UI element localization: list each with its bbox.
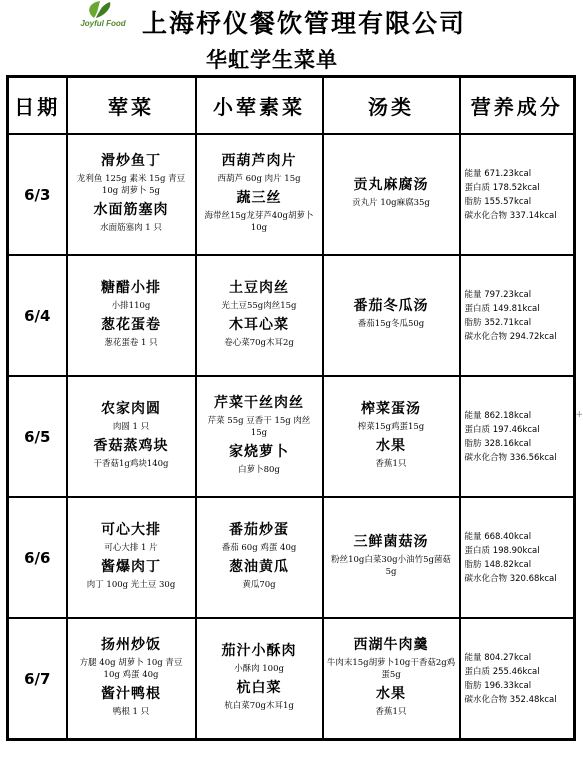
nutrition-fat: 脂肪 196.33kcal [464, 680, 532, 691]
meat-cell [67, 497, 196, 618]
dish-ingredients: 海带丝15g龙芽芦40g胡萝卜10g [204, 210, 314, 233]
soup-cell [323, 134, 460, 255]
header-veg: 小荤素菜 [196, 77, 323, 135]
date-cell: 6/4 [8, 255, 67, 376]
leaf-logo-icon [82, 0, 124, 20]
dish-name: 水面筋塞肉 [93, 201, 169, 218]
dish-ingredients: 干香菇1g鸡块140g [93, 458, 169, 469]
dish-ingredients: 光土豆55g肉丝15g [221, 300, 297, 311]
dish-ingredients: 方腿 40g 胡萝卜 10g 青豆 10g 鸡蛋 40g [79, 657, 183, 680]
table-row [8, 618, 575, 740]
plus-icon: + [575, 410, 583, 420]
nutrition-cell [460, 497, 575, 618]
nutrition-fat: 脂肪 352.71kcal [464, 317, 532, 328]
dish-ingredients: 葱花蛋卷 1 只 [104, 337, 158, 348]
meat-cell [67, 618, 196, 740]
dish-name: 芹菜干丝肉丝 [214, 394, 304, 411]
dish-name: 番茄冬瓜汤 [353, 298, 429, 314]
dish-name: 茄汁小酥肉 [221, 642, 297, 659]
dish-ingredients: 榨菜15g鸡蛋15g [357, 421, 425, 432]
date-cell: 6/7 [8, 618, 67, 740]
nutrition-carbs: 碳水化合物 352.48kcal [464, 694, 557, 705]
meat-cell [67, 255, 196, 376]
dish-name: 蔬三丝 [236, 189, 282, 206]
dish-name: 榨菜蛋汤 [361, 400, 421, 417]
dish-ingredients: 香蕉1只 [375, 706, 407, 717]
nutrition-energy: 能量 862.18kcal [464, 410, 532, 421]
dish-name: 贡丸麻腐汤 [353, 177, 429, 193]
dish-ingredients: 牛肉末15g胡萝卜10g干香菇2g鸡蛋5g [326, 657, 456, 680]
dish-name: 农家肉圆 [101, 400, 161, 417]
dish-name: 酱爆肉丁 [101, 558, 161, 575]
logo-text: Joyful Food [80, 19, 126, 28]
nutrition-energy: 能量 797.23kcal [464, 289, 532, 300]
nutrition-cell [460, 618, 575, 740]
dish-name: 可心大排 [101, 521, 161, 538]
dish-ingredients: 白萝卜80g [238, 464, 280, 475]
header-meat: 荤菜 [67, 77, 196, 135]
nutrition-protein: 蛋白质 255.46kcal [464, 666, 540, 677]
dish-ingredients: 杭白菜70g木耳1g [224, 700, 294, 711]
veg-cell [196, 255, 323, 376]
nutrition-energy: 能量 671.23kcal [464, 168, 532, 179]
dish-ingredients: 西葫芦 60g 肉片 15g [217, 173, 301, 184]
nutrition-carbs: 碳水化合物 294.72kcal [464, 331, 557, 342]
nutrition-fat: 脂肪 155.57kcal [464, 196, 532, 207]
date-cell: 6/6 [8, 497, 67, 618]
soup-cell [323, 497, 460, 618]
nutrition-protein: 蛋白质 178.52kcal [464, 182, 540, 193]
dish-ingredients: 肉圆 1 只 [112, 421, 150, 432]
dish-name: 土豆肉丝 [229, 279, 289, 296]
dish-ingredients: 香蕉1只 [375, 458, 407, 469]
dish-name: 杭白菜 [236, 679, 282, 696]
dish-ingredients: 可心大排 1 片 [104, 542, 158, 553]
soup-cell [323, 618, 460, 740]
dish-name: 滑炒鱼丁 [101, 152, 161, 169]
nutrition-carbs: 碳水化合物 320.68kcal [464, 573, 557, 584]
table-row [8, 255, 575, 376]
header-date: 日期 [8, 77, 67, 135]
nutrition-protein: 蛋白质 198.90kcal [464, 545, 540, 556]
dish-ingredients: 小排110g [111, 300, 151, 311]
dish-name: 香菇蒸鸡块 [93, 437, 169, 454]
dish-name: 酱汁鸭根 [101, 685, 161, 702]
nutrition-energy: 能量 668.40kcal [464, 531, 532, 542]
date-cell: 6/3 [8, 134, 67, 255]
header-nutrition: 营养成分 [460, 77, 575, 135]
dish-ingredients: 水面筋塞肉 1 只 [100, 222, 162, 233]
nutrition-carbs: 碳水化合物 336.56kcal [464, 452, 557, 463]
dish-name: 西湖牛肉羹 [353, 636, 429, 653]
dish-name: 番茄炒蛋 [229, 521, 289, 538]
nutrition-protein: 蛋白质 197.46kcal [464, 424, 540, 435]
dish-ingredients: 肉丁 100g 光土豆 30g [86, 579, 176, 590]
veg-cell [196, 618, 323, 740]
meat-cell [67, 376, 196, 497]
header-row [8, 77, 575, 135]
veg-cell [196, 497, 323, 618]
menu-table [6, 75, 576, 741]
nutrition-fat: 脂肪 328.16kcal [464, 438, 532, 449]
dish-ingredients: 贡丸片 10g麻腐35g [352, 198, 430, 208]
meat-cell [67, 134, 196, 255]
dish-name: 扬州炒饭 [101, 636, 161, 653]
company-name: 上海杼仪餐饮管理有限公司 [142, 9, 467, 38]
dish-name: 水果 [376, 437, 406, 454]
dish-name: 三鲜菌菇汤 [353, 534, 429, 550]
nutrition-cell [460, 376, 575, 497]
dish-ingredients: 番茄 60g 鸡蛋 40g [221, 542, 297, 553]
veg-cell [196, 134, 323, 255]
date-cell: 6/5 [8, 376, 67, 497]
soup-cell [323, 376, 460, 497]
dish-ingredients: 小酥肉 100g [234, 663, 284, 674]
dish-name: 西葫芦肉片 [221, 152, 297, 169]
nutrition-energy: 能量 804.27kcal [464, 652, 532, 663]
dish-ingredients: 鸭根 1 只 [112, 706, 150, 717]
company-logo [72, 0, 134, 34]
dish-ingredients: 番茄15g冬瓜50g [357, 319, 425, 329]
dish-ingredients: 卷心菜70g木耳2g [224, 337, 294, 348]
table-row [8, 376, 575, 497]
soup-cell [323, 255, 460, 376]
table-row [8, 134, 575, 255]
dish-name: 木耳心菜 [229, 316, 289, 333]
dish-ingredients: 粉丝10g白菜30g小油竹5g菌菇5g [331, 555, 451, 577]
nutrition-protein: 蛋白质 149.81kcal [464, 303, 540, 314]
dish-name: 家烧萝卜 [229, 443, 289, 460]
menu-title: 华虹学生菜单 [206, 47, 338, 72]
dish-ingredients: 黄瓜70g [242, 579, 276, 590]
dish-name: 水果 [376, 685, 406, 702]
nutrition-cell [460, 255, 575, 376]
dish-name: 糖醋小排 [101, 279, 161, 296]
nutrition-carbs: 碳水化合物 337.14kcal [464, 210, 557, 221]
header-soup: 汤类 [323, 77, 460, 135]
nutrition-fat: 脂肪 148.82kcal [464, 559, 532, 570]
dish-ingredients: 龙利鱼 125g 素米 15g 青豆 10g 胡萝卜 5g [76, 173, 186, 196]
dish-name: 葱油黄瓜 [229, 558, 289, 575]
nutrition-cell [460, 134, 575, 255]
table-row [8, 497, 575, 618]
dish-ingredients: 芹菜 55g 豆香干 15g 肉丝 15g [207, 415, 311, 438]
veg-cell [196, 376, 323, 497]
dish-name: 葱花蛋卷 [101, 316, 161, 333]
